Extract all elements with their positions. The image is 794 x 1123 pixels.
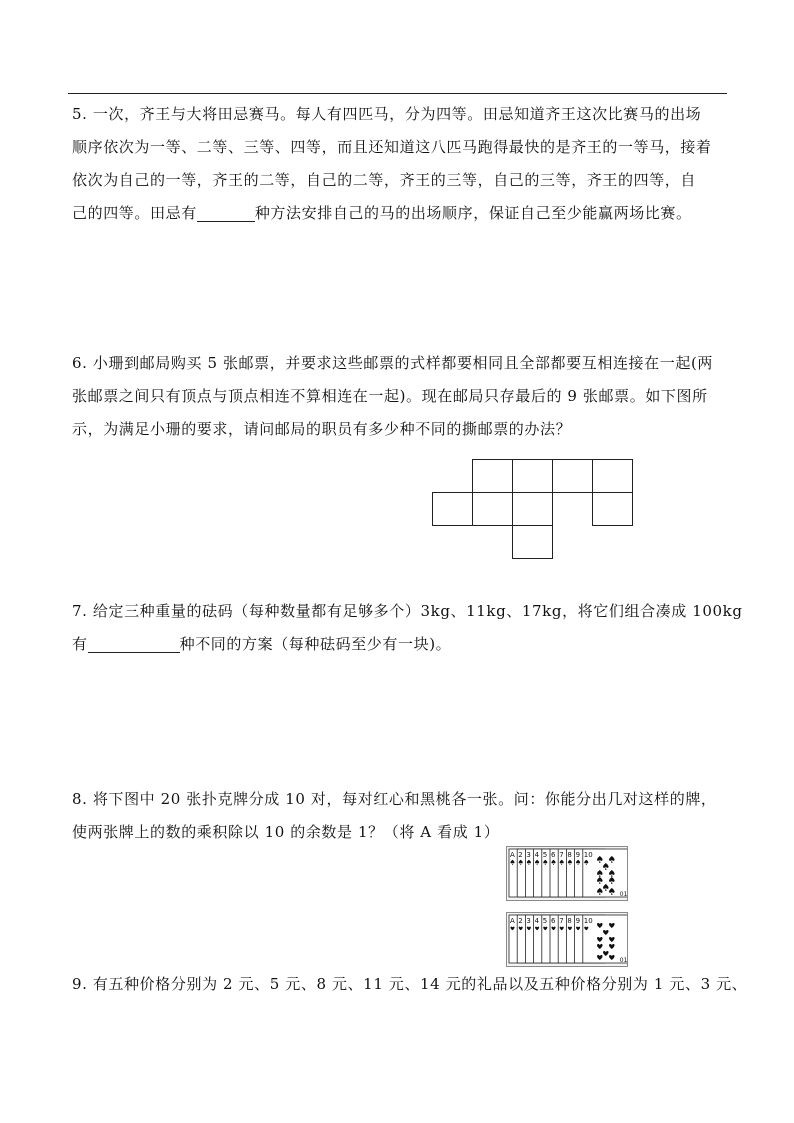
answer-blank-5[interactable] [197, 203, 255, 222]
answer-blank-7[interactable] [88, 634, 180, 653]
stamp-cell [592, 492, 633, 526]
problem-7-line-2-after: 种不同的方案（每种砝码至少有一块)。 [179, 635, 452, 653]
playing-card [583, 915, 627, 964]
svg-text:8: 8 [567, 851, 572, 859]
svg-text:2: 2 [518, 851, 523, 859]
svg-text:7: 7 [559, 851, 564, 859]
svg-text:5: 5 [542, 851, 548, 859]
stamp-cell [472, 492, 513, 526]
problem-7-line-1: 7. 给定三种重量的砝码（每种数量都有足够多个）3kg、11kg、17kg，将它们组合凑成 100kg [72, 602, 743, 620]
svg-text:4: 4 [534, 917, 540, 925]
svg-text:3: 3 [526, 851, 531, 859]
svg-text:01: 01 [619, 891, 627, 898]
stamp-cell [432, 492, 473, 526]
problem-5-line-3: 依次为自己的一等，齐王的二等，自己的二等，齐王的三等，自己的三等，齐王的四等，自 [72, 171, 697, 189]
stamp-cell [512, 459, 553, 493]
stamp-cell [552, 459, 593, 493]
svg-text:6: 6 [551, 851, 556, 859]
svg-text:6: 6 [551, 917, 556, 925]
svg-text:01: 01 [619, 957, 627, 964]
heart-cards-svg [507, 913, 627, 966]
svg-text:A: A [510, 917, 515, 925]
svg-text:10: 10 [583, 917, 593, 925]
problem-6-line-1: 6. 小珊到邮局购买 5 张邮票，并要求这些邮票的式样都要相同且全部都要互相连接在一起(两 [72, 354, 714, 372]
problem-6 [72, 347, 732, 446]
problem-5-line-4-before: 己的四等。田忌有 [72, 204, 197, 222]
problem-5-line-2: 顺序依次为一等、二等、三等、四等，而且还知道这八匹马跑得最快的是齐王的一等马，接着 [72, 138, 712, 156]
problem-8-line-2: 使两张牌上的数的乘积除以 10 的余数是 1？（将 A 看成 1） [72, 823, 500, 841]
stamp-cell [512, 525, 553, 559]
playing-card [583, 849, 627, 898]
stamp-cell [512, 492, 553, 526]
spade-cards-svg [507, 847, 627, 900]
svg-text:A: A [510, 851, 515, 859]
stamp-diagram [432, 459, 634, 560]
header-rule [68, 93, 727, 94]
problem-5-line-4-after: 种方法安排自己的马的出场顺序，保证自己至少能赢两场比赛。 [254, 204, 692, 222]
stamp-cell [472, 459, 513, 493]
svg-text:9: 9 [575, 851, 581, 859]
problem-8 [72, 783, 732, 849]
svg-text:7: 7 [559, 917, 564, 925]
problem-7-line-2-before: 有 [72, 635, 88, 653]
svg-text:3: 3 [526, 917, 531, 925]
spade-cards-image [506, 846, 628, 901]
svg-text:10: 10 [583, 851, 593, 859]
problem-5-line-1: 5. 一次，齐王与大将田忌赛马。每人有四匹马，分为四等。田忌知道齐王这次比赛马的出场 [72, 105, 702, 123]
problem-7-line-2 [72, 628, 732, 661]
stamp-cell [592, 459, 633, 493]
problem-9 [72, 968, 748, 1001]
svg-text:4: 4 [534, 851, 540, 859]
svg-text:8: 8 [567, 917, 572, 925]
svg-text:9: 9 [575, 917, 581, 925]
problem-6-line-2: 张邮票之间只有顶点与顶点相连不算相连在一起)。现在邮局只存最后的 9 张邮票。如下图所 [72, 387, 708, 405]
problem-5 [72, 98, 732, 230]
problem-5-line-4 [72, 197, 732, 230]
heart-cards-image [506, 912, 628, 967]
problem-6-line-3: 示，为满足小珊的要求，请问邮局的职员有多少种不同的撕邮票的办法？ [72, 420, 572, 438]
svg-text:5: 5 [542, 917, 548, 925]
problem-8-line-1: 8. 将下图中 20 张扑克牌分成 10 对，每对红心和黑桃各一张。问：你能分出几对这样的牌， [72, 790, 717, 808]
problem-7 [72, 595, 743, 661]
problem-9-line-1: 9. 有五种价格分别为 2 元、5 元、8 元、11 元、14 元的礼品以及五种价格分别为 1 元、3 元、 [72, 975, 748, 993]
svg-text:2: 2 [518, 917, 523, 925]
